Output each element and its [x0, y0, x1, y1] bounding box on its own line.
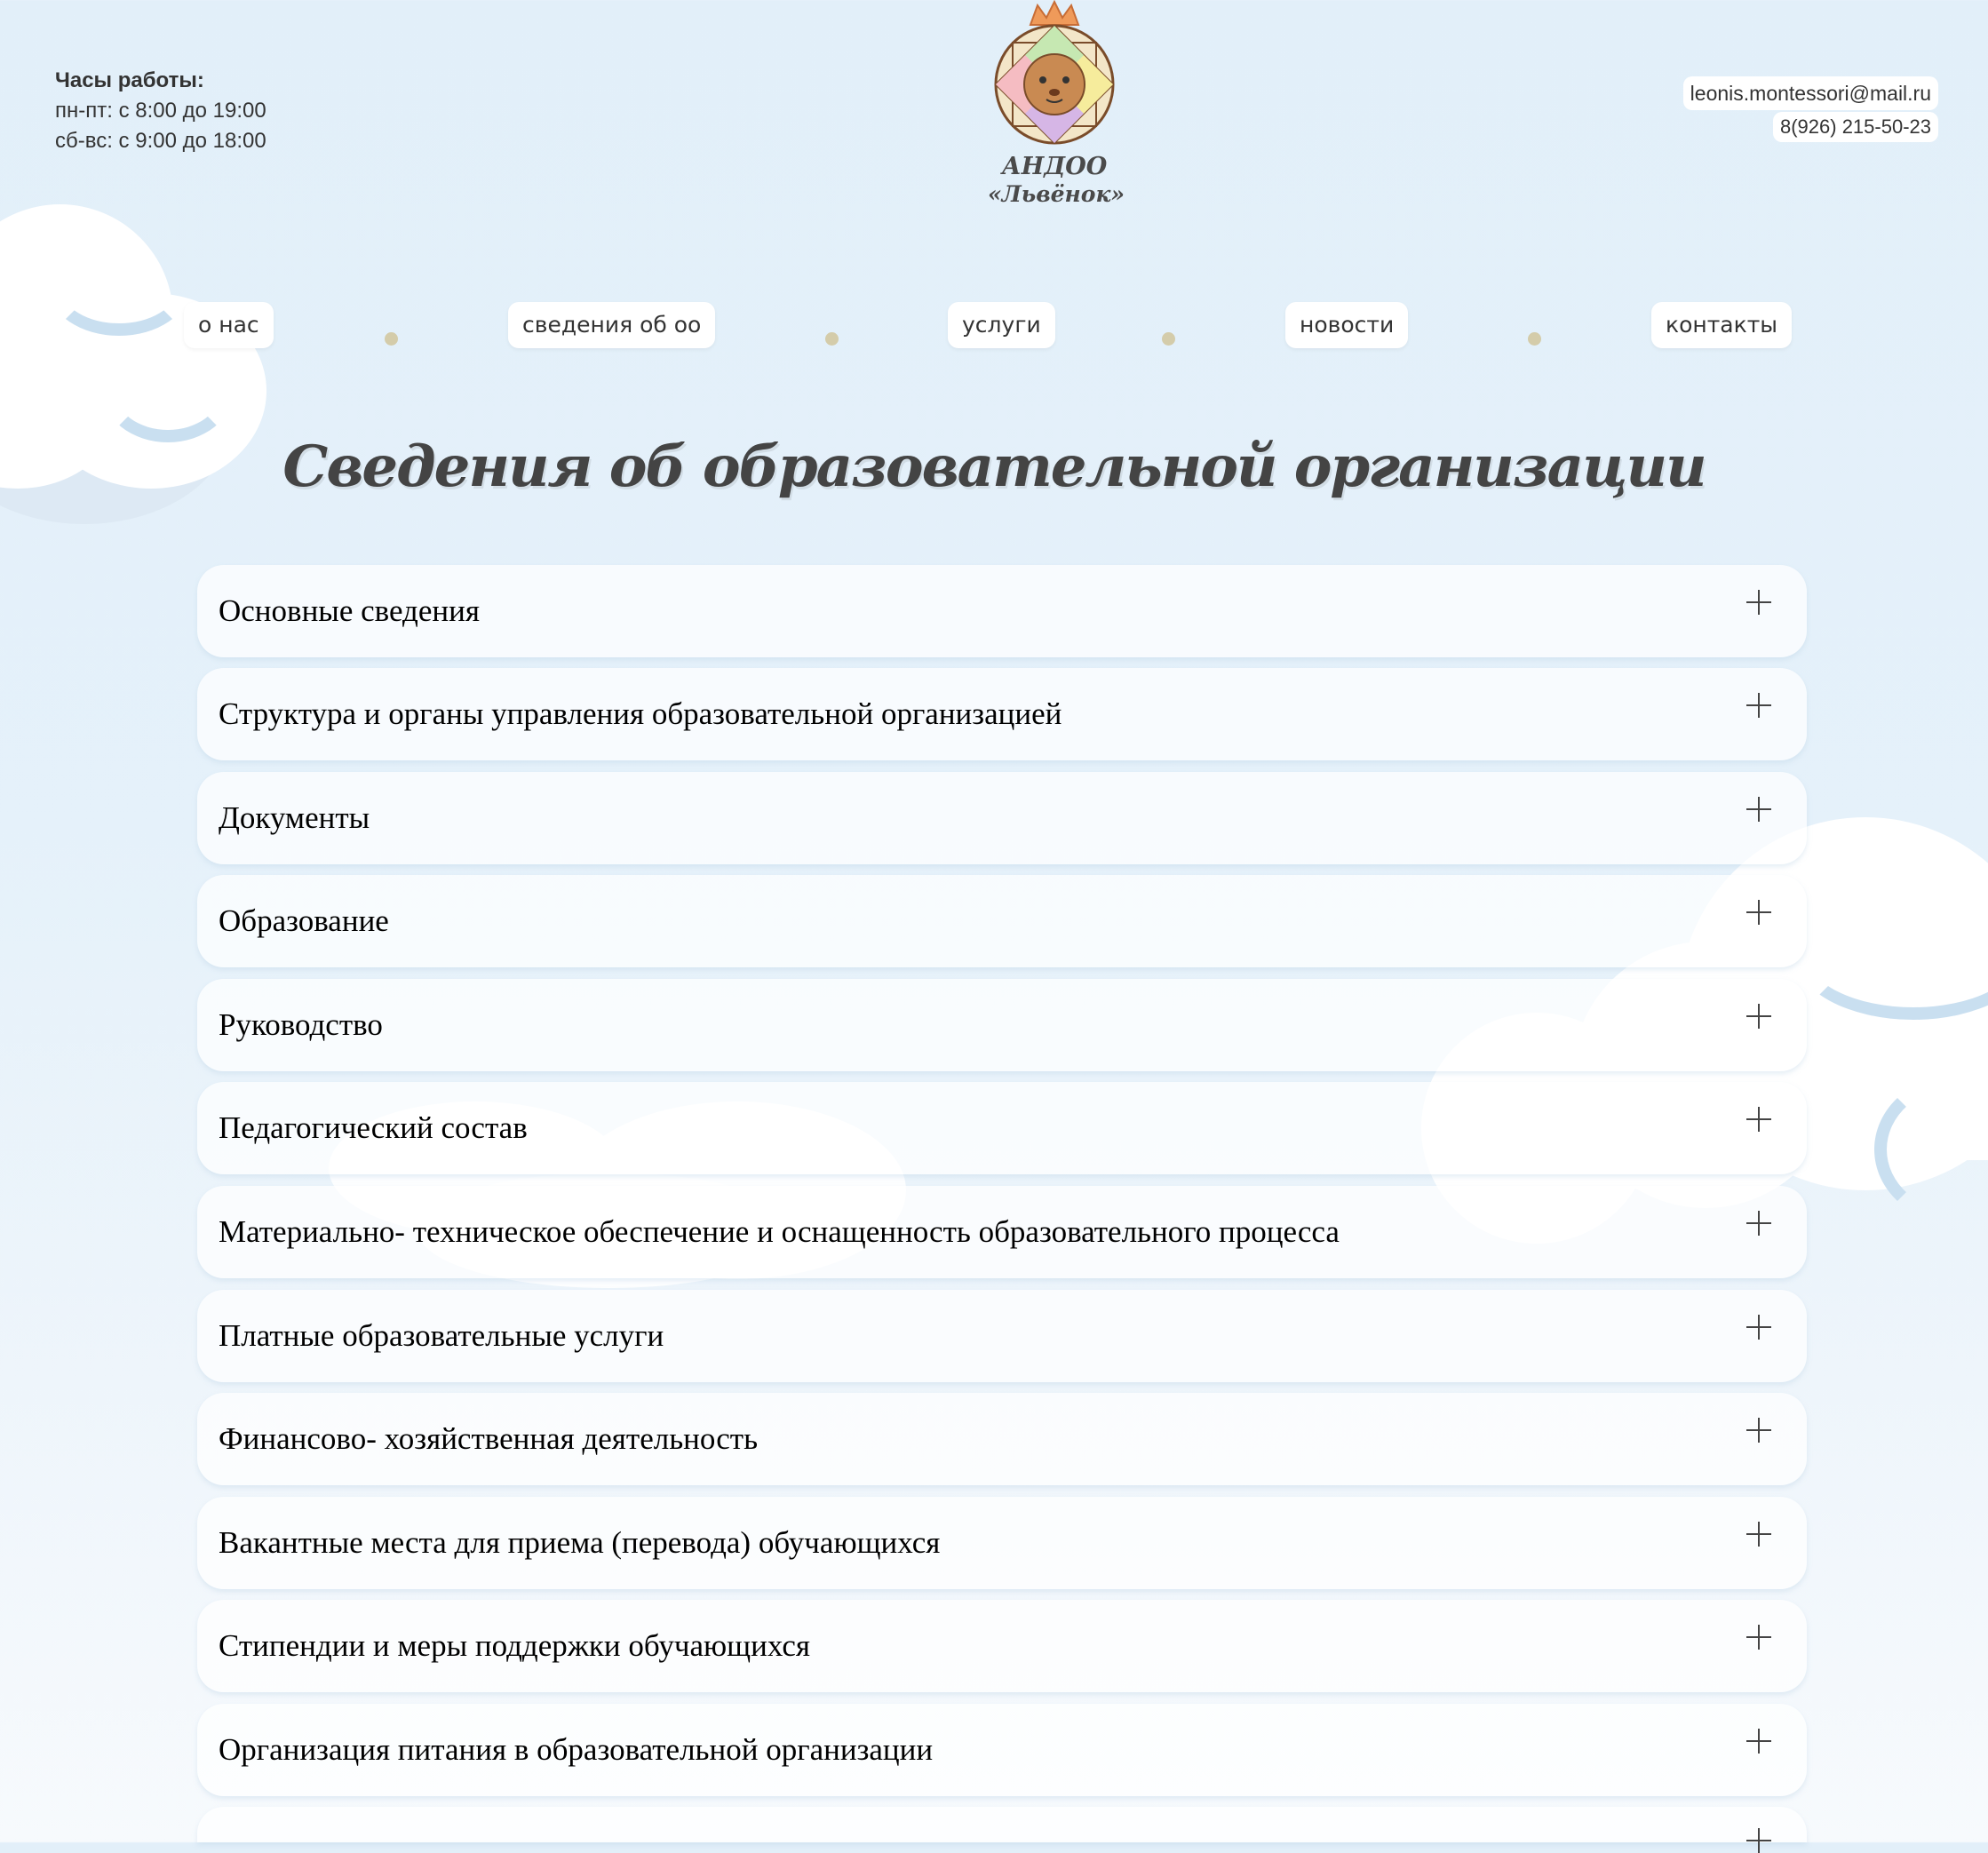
working-hours	[55, 66, 266, 156]
plus-icon[interactable]	[1746, 1418, 1771, 1443]
contacts	[1683, 76, 1938, 142]
accordion-item-label: Стипендии и меры поддержки обучающихся	[219, 1628, 810, 1663]
plus-icon[interactable]	[1746, 1004, 1771, 1029]
page-title: Сведения об образовательной организации	[282, 433, 1706, 500]
accordion-item-label: Структура и органы управления образовательной организацией	[219, 696, 1062, 731]
plus-icon[interactable]	[1746, 1828, 1771, 1853]
accordion-item-label: Документы	[219, 800, 370, 835]
working-hours-label: Часы работы:	[55, 68, 204, 92]
accordion-item[interactable]	[197, 668, 1807, 760]
nav-item-about[interactable]: о нас	[184, 302, 274, 348]
phone-link[interactable]: 8(926) 215-50-23	[1773, 112, 1938, 142]
logo-subtitle: «Львёнок»	[988, 181, 1125, 207]
accordion-item[interactable]	[197, 1186, 1807, 1278]
accordion-item[interactable]	[197, 772, 1807, 864]
plus-icon[interactable]	[1746, 590, 1771, 615]
nav-separator-dot	[825, 332, 839, 346]
working-hours-weekdays: пн-пт: с 8:00 до 19:00	[55, 99, 266, 123]
nav-separator-dot	[385, 332, 398, 346]
email-link[interactable]: leonis.montessori@mail.ru	[1683, 76, 1938, 110]
plus-icon[interactable]	[1746, 1522, 1771, 1547]
plus-icon[interactable]	[1746, 1107, 1771, 1132]
plus-icon[interactable]	[1746, 797, 1771, 822]
plus-icon[interactable]	[1746, 693, 1771, 718]
plus-icon[interactable]	[1746, 900, 1771, 925]
accordion-item[interactable]	[197, 565, 1807, 657]
nav-item-services[interactable]: услуги	[948, 302, 1055, 348]
accordion-item[interactable]	[197, 979, 1807, 1071]
accordion-item-label: Педагогический состав	[219, 1110, 528, 1145]
accordion-item-label: Платные образовательные услуги	[219, 1318, 664, 1353]
nav-separator-dot	[1528, 332, 1541, 346]
working-hours-weekend: сб-вс: с 9:00 до 18:00	[55, 129, 266, 153]
accordion-item[interactable]	[197, 1704, 1807, 1796]
accordion-item[interactable]	[197, 1497, 1807, 1589]
plus-icon[interactable]	[1746, 1315, 1771, 1340]
accordion-item-label: Материально- техническое обеспечение и оснащенность образовательного процесса	[219, 1214, 1340, 1249]
accordion-item-label: Вакантные места для приема (перевода) обучающихся	[219, 1525, 941, 1560]
accordion-item-label: Основные сведения	[219, 593, 480, 628]
accordion-item[interactable]	[197, 1807, 1807, 1842]
logo-title: АНДОО	[1001, 153, 1108, 180]
logo[interactable]	[988, 0, 1125, 213]
accordion-item[interactable]	[197, 1600, 1807, 1692]
plus-icon[interactable]	[1746, 1211, 1771, 1236]
plus-icon[interactable]	[1746, 1625, 1771, 1650]
accordion-item-label: Организация питания в образовательной организации	[219, 1732, 934, 1767]
nav-item-news[interactable]: новости	[1285, 302, 1408, 348]
plus-icon[interactable]	[1746, 1729, 1771, 1754]
accordion-item[interactable]	[197, 1290, 1807, 1382]
accordion-item-label: Финансово- хозяйственная деятельность	[219, 1421, 759, 1456]
accordion-item-label: Руководство	[219, 1007, 383, 1042]
lion-logo-icon	[988, 0, 1121, 151]
nav-item-org-info[interactable]: сведения об оо	[508, 302, 715, 348]
nav-separator-dot	[1162, 332, 1175, 346]
accordion-item[interactable]	[197, 1082, 1807, 1174]
accordion-item[interactable]	[197, 875, 1807, 967]
accordion-item-label: Образование	[219, 903, 389, 938]
accordion-item[interactable]	[197, 1393, 1807, 1485]
nav-item-contacts[interactable]: контакты	[1651, 302, 1792, 348]
